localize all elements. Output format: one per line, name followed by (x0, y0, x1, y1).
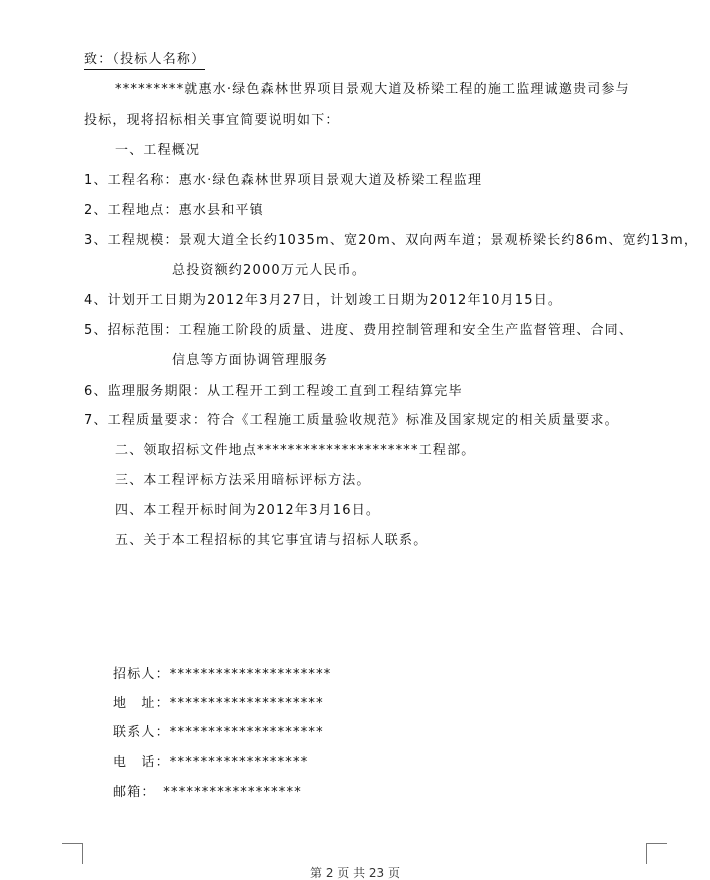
item-project-name: 1、工程名称：惠水·绿色森林世界项目景观大道及桥梁工程监理 (84, 173, 483, 188)
page-footer: 第 2 页 共 23 页 (310, 866, 400, 880)
item-schedule: 4、计划开工日期为2012年3月27日，计划竣工日期为2012年10月15日。 (84, 293, 563, 308)
contact-email: 邮箱： ****************** (113, 785, 302, 800)
section-heading-1: 一、工程概况 (115, 143, 201, 158)
item-quality: 7、工程质量要求：符合《工程施工质量验收规范》标准及国家规定的相关质量要求。 (84, 413, 619, 428)
item-project-scale-continued: 总投资额约2000万元人民币。 (172, 263, 367, 278)
section-heading-3: 三、本工程评标方法采用暗标评标方法。 (115, 473, 371, 488)
page-margin-corner-right (646, 843, 667, 864)
intro-line-2: 投标，现将招标相关事宜简要说明如下： (84, 113, 340, 128)
item-service-period: 6、监理服务期限：从工程开工到工程竣工直到工程结算完毕 (84, 384, 463, 399)
page-margin-corner-left (62, 843, 83, 864)
intro-line-1: *********就惠水·绿色森林世界项目景观大道及桥梁工程的施工监理诚邀贵司参与 (115, 82, 630, 97)
item-scope-continued: 信息等方面协调管理服务 (172, 353, 329, 368)
section-heading-4: 四、本工程开标时间为2012年3月16日。 (115, 503, 381, 518)
contact-person: 联系人：******************** (113, 725, 324, 740)
section-heading-2: 二、领取招标文件地点*********************工程部。 (115, 443, 476, 458)
item-project-location: 2、工程地点：惠水县和平镇 (84, 203, 264, 218)
item-scope: 5、招标范围：工程施工阶段的质量、进度、费用控制管理和安全生产监督管理、合同、 (84, 323, 634, 338)
section-heading-5: 五、关于本工程招标的其它事宜请与招标人联系。 (115, 533, 428, 548)
item-project-scale: 3、工程规模：景观大道全长约1035m、宽20m、双向两车道；景观桥梁长约86m、宽约13m， (84, 233, 699, 248)
contact-tenderer: 招标人：********************* (113, 667, 332, 682)
salutation: 致：（投标人名称） (84, 52, 205, 70)
contact-address: 地 址：******************** (113, 696, 324, 711)
contact-phone: 电 话：****************** (113, 755, 309, 770)
